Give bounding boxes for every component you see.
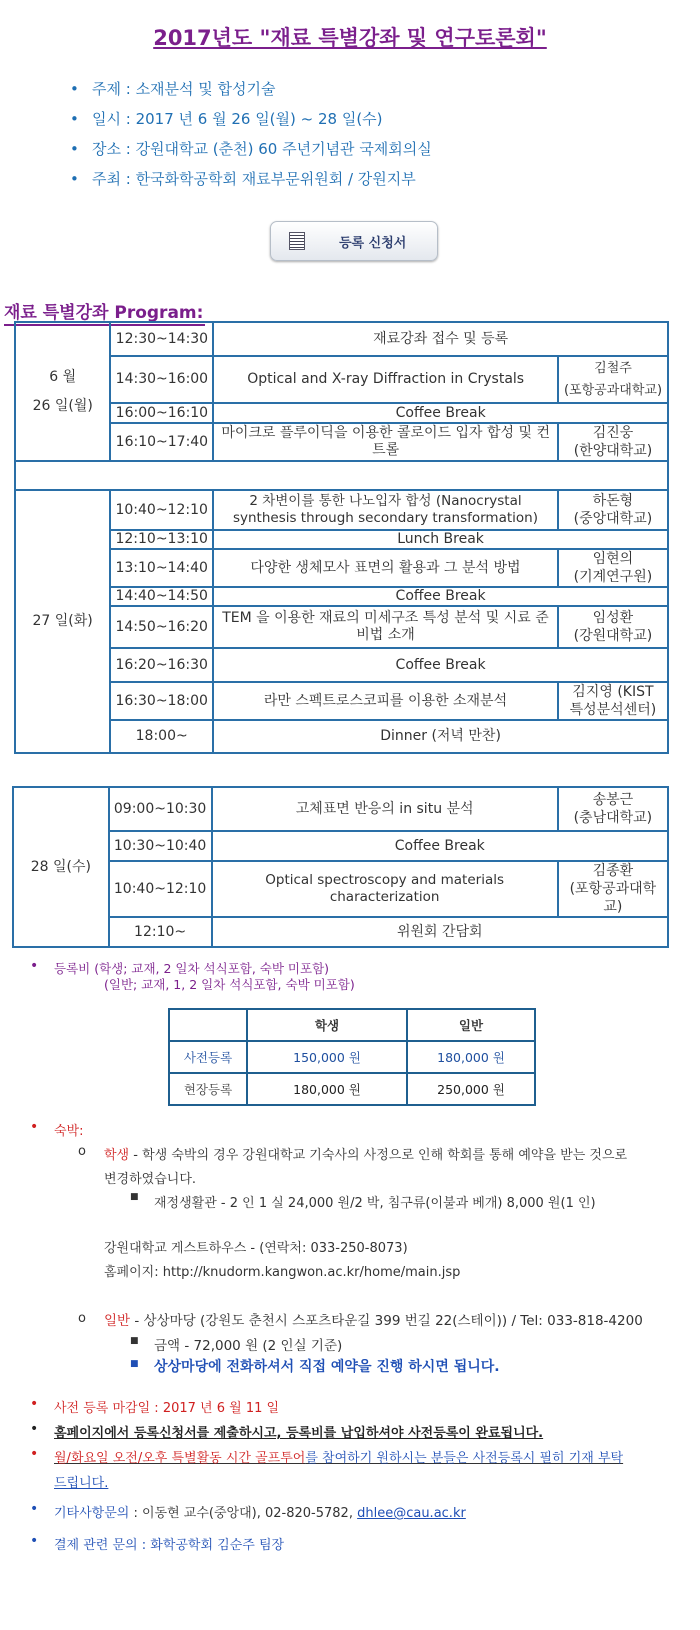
speaker-cell: 김종환 (포항공과대학교) [558,861,668,917]
speaker-cell: 김철주 (포항공과대학교) [558,356,668,403]
time-cell: 18:00~ [110,720,213,753]
session-title: Coffee Break [213,587,668,606]
fee-subheading: (일반; 교재, 1, 2 일차 석식포함, 숙박 미포함) [104,977,355,992]
session-title: Optical spectroscopy and materials characterization [212,861,558,917]
session-title: Dinner (저녁 만찬) [213,720,668,753]
fee-table [168,1008,536,1106]
fee-header-student: 학생 [247,1009,407,1041]
day1-label: 6 월 26 일(월) [15,322,110,461]
bullet-icon: • [30,1396,39,1412]
bullet-icon: • [30,1501,39,1517]
time-cell: 16:00~16:10 [110,403,213,423]
time-cell: 16:10~17:40 [110,423,213,461]
square-bullet-icon: ■ [130,1359,139,1369]
golf-note-blue: 를 참여하기 원하시는 분들은 사전등록시 필히 기재 부탁 [305,1451,624,1466]
golf-note-red: 월/화요일 오전/오후 특별활동 시간 골프투어 [54,1451,306,1466]
info-venue: • 장소 : 강원대학교 (춘천) 60 주년기념관 국제회의실 [70,138,432,168]
general-text: - 상상마당 (강원도 춘천시 스포츠타운길 399 번길 22(스테이)) / Tel: 033-818-4200 [130,1313,643,1329]
guesthouse-info: 강원대학교 게스트하우스 - (연락처: 033-250-8073) [104,1241,408,1256]
circle-bullet-icon: o [78,1144,86,1159]
reservation-notice: 상상마당에 전화하셔서 직접 예약을 진행 하시면 됩니다. [154,1359,500,1375]
session-title: 위원회 간담회 [212,917,668,947]
time-cell: 09:00~10:30 [109,787,212,831]
bullet-icon: • [30,1446,39,1462]
session-title: 라만 스펙트로스코피를 이용한 소재분석 [213,682,558,720]
session-title: 재료강좌 접수 및 등록 [213,322,668,356]
fee-cell: 180,000 원 [407,1041,535,1073]
lodging-student [104,1144,627,1163]
schedule-day2 [14,489,669,754]
bullet-icon: • [30,1533,39,1549]
golf-note-cont: 드립니다. [54,1476,109,1491]
session-title: Coffee Break [213,648,668,682]
time-cell: 16:20~16:30 [110,648,213,682]
dorm-info: 재정생활관 - 2 인 1 실 24,000 원/2 박, 침구류(이불과 베개) 8,000 원(1 인) [154,1196,596,1211]
session-title: TEM 을 이용한 재료의 미세구조 특성 분석 및 시료 준비법 소개 [213,606,558,648]
fee-cell: 250,000 원 [407,1073,535,1105]
speaker-cell: 김지영 (KIST 특성분석센터) [558,682,668,720]
guesthouse-homepage: 홈페이지: http://knudorm.kangwon.ac.kr/home/main.jsp [104,1265,461,1280]
fee-row-label: 사전등록 [169,1041,247,1073]
time-cell: 14:50~16:20 [110,606,213,648]
session-title: Optical and X-ray Diffraction in Crystals [213,356,558,403]
student-label: 학생 [104,1148,130,1163]
golf-note [54,1447,623,1466]
session-title: Lunch Break [213,530,668,549]
circle-bullet-icon: o [78,1311,86,1326]
schedule-spacer [14,460,669,491]
contact-text: : 이동현 교수(중앙대), 02-820-5782, [129,1506,358,1521]
page-title: 2017년도 "재료 특별강좌 및 연구토론회" [153,26,547,50]
square-bullet-icon: ■ [130,1336,139,1346]
time-cell: 12:10~13:10 [110,530,213,549]
session-title: 2 차변이를 통한 나노입자 합성 (Nanocrystal synthesis through secondary transformation) [213,490,558,530]
fee-header-blank [169,1009,247,1041]
time-cell: 12:30~14:30 [110,322,213,356]
event-info-list [70,78,432,198]
schedule-day1 [14,321,669,462]
document-icon [289,232,305,250]
time-cell: 10:40~12:10 [110,490,213,530]
session-title: 마이크로 플루이딕을 이용한 콜로이드 입자 합성 및 컨트롤 [213,423,558,461]
session-title: 고체표면 반응의 in situ 분석 [212,787,558,831]
payment-note: 결제 관련 문의 : 화학공학회 김순주 팀장 [54,1538,285,1553]
speaker-cell: 임현의 (기계연구원) [558,549,668,587]
bullet-icon: • [30,958,39,974]
day2-label: 27 일(화) [15,490,110,753]
time-cell: 12:10~ [109,917,212,947]
fee-row-label: 현장등록 [169,1073,247,1105]
student-text: - 학생 숙박의 경우 강원대학교 기숙사의 사정으로 인해 학회를 통해 예약을 받는 것으로 [129,1148,628,1163]
lodging-heading: 숙박: [54,1124,84,1139]
register-form-button[interactable] [270,221,438,261]
speaker-cell: 김진웅 (한양대학교) [558,423,668,461]
contact-label: 기타사항문의 [54,1506,130,1521]
program-heading: 재료 특별강좌 Program: [4,302,205,326]
time-cell: 13:10~14:40 [110,549,213,587]
homepage-note: 홈페이지에서 등록신청서를 제출하시고, 등록비를 납입하셔야 사전등록이 완료됩니다. [54,1426,544,1441]
info-host: • 주최 : 한국화학공학회 재료부문위원회 / 강원지부 [70,168,432,198]
bullet-icon: • [30,1421,39,1437]
time-cell: 16:30~18:00 [110,682,213,720]
session-title: Coffee Break [212,831,668,861]
lodging-general [104,1309,643,1329]
general-price: 금액 - 72,000 원 (2 인실 기준) [154,1338,343,1354]
time-cell: 14:40~14:50 [110,587,213,606]
speaker-cell: 임성환 (강원대학교) [558,606,668,648]
contact-email-link[interactable]: dhlee@cau.ac.kr [357,1506,466,1521]
register-form-label: 등록 신청서 [339,235,407,251]
speaker-cell: 하돈형 (중앙대학교) [558,490,668,530]
session-title: Coffee Break [213,403,668,423]
fee-header-general: 일반 [407,1009,535,1041]
schedule-day3 [12,786,669,948]
fee-cell: 180,000 원 [247,1073,407,1105]
time-cell: 10:40~12:10 [109,861,212,917]
info-topic: • 주제 : 소재분석 및 합성기술 [70,78,432,108]
square-bullet-icon: ■ [130,1192,139,1202]
contact-note [54,1502,466,1521]
fee-heading: 등록비 (학생; 교재, 2 일차 석식포함, 숙박 미포함) [54,961,330,976]
time-cell: 10:30~10:40 [109,831,212,861]
deadline-note: 사전 등록 마감일 : 2017 년 6 월 11 일 [54,1401,280,1416]
lodging-student-cont: 변경하였습니다. [104,1172,197,1187]
session-title: 다양한 생체모사 표면의 활용과 그 분석 방법 [213,549,558,587]
fee-cell: 150,000 원 [247,1041,407,1073]
bullet-icon: • [30,1119,39,1135]
time-cell: 14:30~16:00 [110,356,213,403]
info-date: • 일시 : 2017 년 6 월 26 일(월) ~ 28 일(수) [70,108,432,138]
general-label: 일반 [104,1313,131,1329]
day3-label: 28 일(수) [13,787,109,947]
speaker-cell: 송봉근 (충남대학교) [558,787,668,831]
